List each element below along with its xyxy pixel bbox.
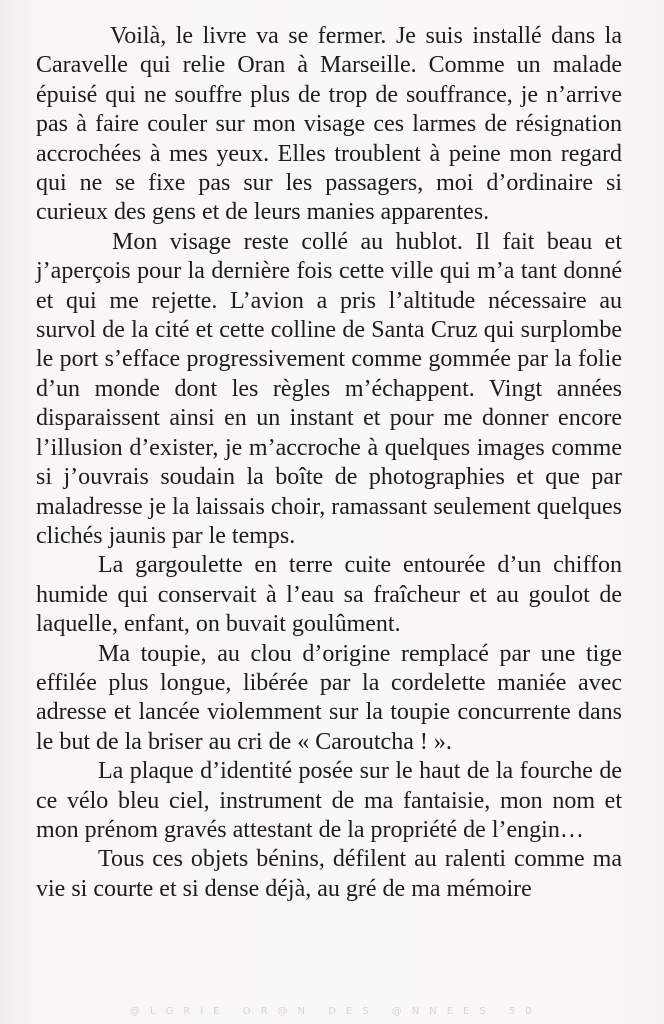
paragraph-6: Tous ces objets bénins, défilent au ralenti comme ma vie si courte et si dense déjà, au gré de ma mémoire [36,846,622,902]
paragraph-1: Voilà, le livre va se fermer. Je suis installé dans la Caravelle qui relie Oran à Marseille. Comme un malade épuisé qui ne souffre plus de trop de souffrance, je n’arrive pas à faire couler sur mon visage ces larmes de résignation accrochées à mes yeux. Elles troublent à peine mon regard qui ne se fixe pas sur les passagers, moi d’ordinaire si curieux des gens et de leurs manies apparentes. [36,23,622,226]
page-text [36,22,622,904]
paragraph-4: Ma toupie, au clou d’origine remplacé par une tige effilée plus longue, libérée par la cordelette maniée avec adresse et lancée violemment sur la toupie concurrente dans le but de la briser au cri de « Caroutcha ! ». [36,640,622,755]
paragraph-5: La plaque d’identité posée sur le haut de la fourche de ce vélo bleu ciel, instrument de ma fantaisie, mon nom et mon prénom gravés attestant de la propriété de l’engin… [36,758,622,843]
paragraph-2: Mon visage reste collé au hublot. Il fait beau et j’aperçois pour la dernière fois cette ville qui m’a tant donné et qui me rejette. L’avion a pris l’altitude nécessaire au survol de la cité et cette colline de Santa Cruz qui surplombe le port s’efface progressivement comme gommée par la folie d’un monde dont les règles m’échappent. Vingt années disparaissent ainsi en un instant et pour me donner encore l’illusion d’exister, je m’accroche à quelques images comme si j’ouvrais soudain la boîte de photographies et que par maladresse je la laissais choir, ramassant seulement quelques clichés jaunis par le temps. [36,228,622,549]
watermark: @LGRIE OR@N DES @NNEES 50 [130,1006,542,1017]
paragraph-3: La gargoulette en terre cuite entourée d’un chiffon humide qui conservait à l’eau sa fraîcheur et au goulot de laquelle, enfant, on buvait goulûment. [36,552,622,638]
